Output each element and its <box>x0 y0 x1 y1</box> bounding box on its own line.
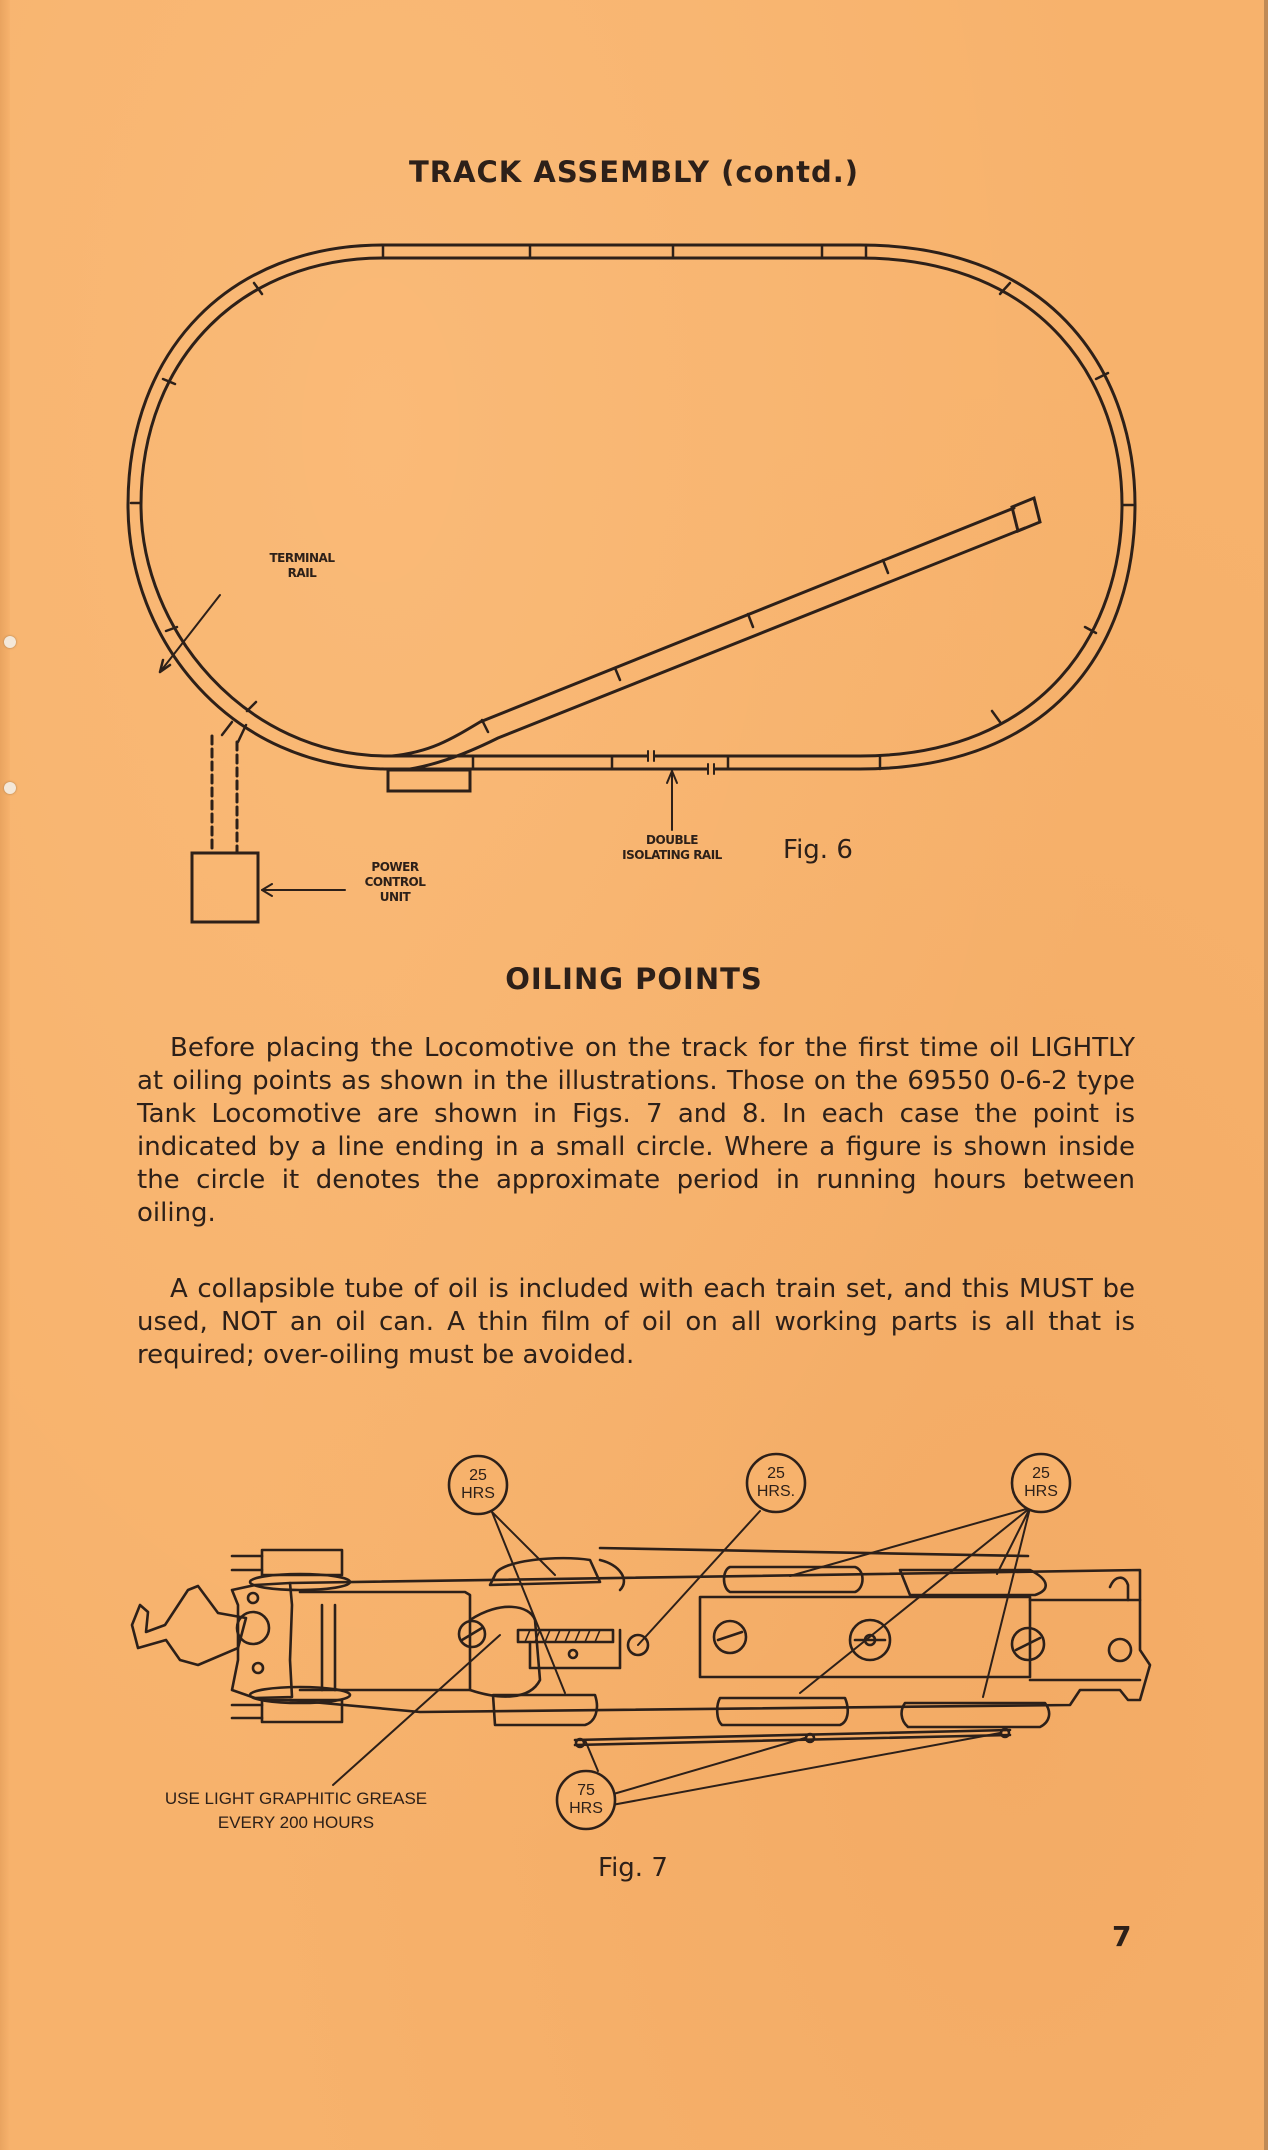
grease-note: USE LIGHT GRAPHITIC GREASE EVERY 200 HOURS <box>164 1789 428 1832</box>
oil-point-label-1: 25 HRS <box>461 1467 495 1502</box>
power-control-unit-label: POWER CONTROL UNIT <box>364 860 426 904</box>
oil-point-label-3: 25 HRS <box>1024 1465 1058 1500</box>
oiling-paragraph-2 <box>137 1273 1135 1372</box>
oiling-paragraph-1-text: Before placing the Locomotive on the track for the first time oil LIGHTLY at oiling points as shown in the illustrations. Those on the 69550 0-6-2 type Tank Locomotive are shown in Figs. 7 and 8. In each case the point is indicated by a line ending in a small circle. Where a figure is shown inside the circle it denotes the approximate period in running hours between oiling. <box>137 1033 1135 1228</box>
point-lever <box>388 770 470 791</box>
terminal-rail-label: TERMINAL RAIL <box>269 551 335 580</box>
oiling-paragraph-2-text: A collapsible tube of oil is included with each train set, and this MUST be used, NOT an oil can. A thin film of oil on all working parts is all that is required; over-oiling must be avoided. <box>137 1274 1135 1370</box>
track-outer-rail <box>128 245 1135 769</box>
oiling-points-heading: OILING POINTS <box>505 962 763 996</box>
oil-point-leaders <box>333 1508 1030 1805</box>
wheel-bottom-2 <box>717 1698 848 1725</box>
double-isolating-rail-label: DOUBLE ISOLATING RAIL <box>622 833 722 862</box>
oil-point-label-4: 75 HRS <box>569 1782 603 1817</box>
wheel-top-2 <box>724 1567 863 1592</box>
track-layout-diagram <box>0 0 1268 960</box>
isolating-gaps <box>648 751 714 774</box>
fig7-caption: Fig. 7 <box>598 1853 668 1883</box>
siding-lower-rail <box>410 528 1025 769</box>
oiling-paragraph-1 <box>137 1032 1135 1230</box>
power-control-unit-box <box>192 853 258 922</box>
fig6-caption: Fig. 6 <box>783 835 853 865</box>
coupling-hook <box>132 1586 246 1665</box>
buffer-stop <box>1012 498 1040 531</box>
siding-upper-rail <box>392 508 1014 756</box>
track-joints <box>131 245 1133 769</box>
section-title: TRACK ASSEMBLY (contd.) <box>408 155 860 189</box>
oil-point-label-2: 25 HRS. <box>756 1465 796 1500</box>
page-number: 7 <box>1112 1920 1132 1953</box>
track-inner-rail <box>141 258 1122 756</box>
